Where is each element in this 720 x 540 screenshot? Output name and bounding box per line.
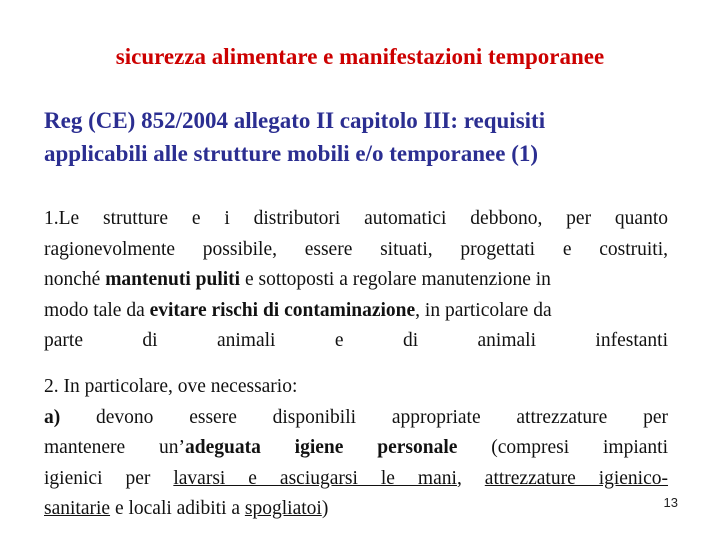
paragraph-2-line-1: 2. In particolare, ove necessario: [44,376,298,397]
paragraph-2-line-4 [44,464,668,495]
text-span: modo tale da [44,299,150,321]
text-span: , [456,467,485,489]
underlined-text: spogliatoi [244,498,322,519]
text-span: igienici per [44,467,174,489]
underlined-text: attrezzature igienico- [484,467,669,489]
paragraph-1-line-1: 1.Le strutture e i distributori automatici debbono, per quanto [44,208,668,229]
paragraph-2 [44,372,668,525]
slide-subtitle [44,104,674,170]
subtitle-line-2: applicabili alle strutture mobili e/o temporanee (1) [44,141,539,166]
paragraph-1-line-2: ragionevolmente possibile, essere situati, progettati e costruiti, [44,238,668,260]
emphasis-text: adeguata igiene personale [185,437,458,458]
underlined-text: sanitarie [44,498,111,519]
slide-number: 13 [663,495,678,510]
emphasis-text: evitare rischi di contaminazione [149,299,416,321]
text-span: ) [321,498,329,519]
emphasis-text: mantenuti puliti [105,269,241,290]
paragraph-1-line-3 [44,265,668,296]
slide-title: sicurezza alimentare e manifestazioni temporanee [115,44,605,69]
text-span: (compresi impianti [457,437,668,458]
text-span: , in particolare da [415,299,552,321]
text-span: e sottoposti a regolare manutenzione in [240,269,551,290]
paragraph-2-line-2 [44,403,668,434]
underlined-text: lavarsi e asciugarsi le mani [173,467,457,489]
text-span: mantenere un’ [44,437,186,458]
paragraph-1 [44,204,668,357]
text-span: nonché [44,269,106,290]
paragraph-2-line-5 [44,494,668,525]
subtitle-line-1: Reg (CE) 852/2004 allegato II capitolo III: requisiti [44,108,546,133]
paragraph-1-line-5: parte di animali e di animali infestanti [44,330,668,351]
paragraph-2-line-3 [44,433,668,464]
text-span: devono essere disponibili appropriate attrezzature per [60,406,668,428]
text-span: e locali adibiti a [110,498,245,519]
list-marker: a) [44,406,61,428]
paragraph-1-line-4 [44,296,668,327]
